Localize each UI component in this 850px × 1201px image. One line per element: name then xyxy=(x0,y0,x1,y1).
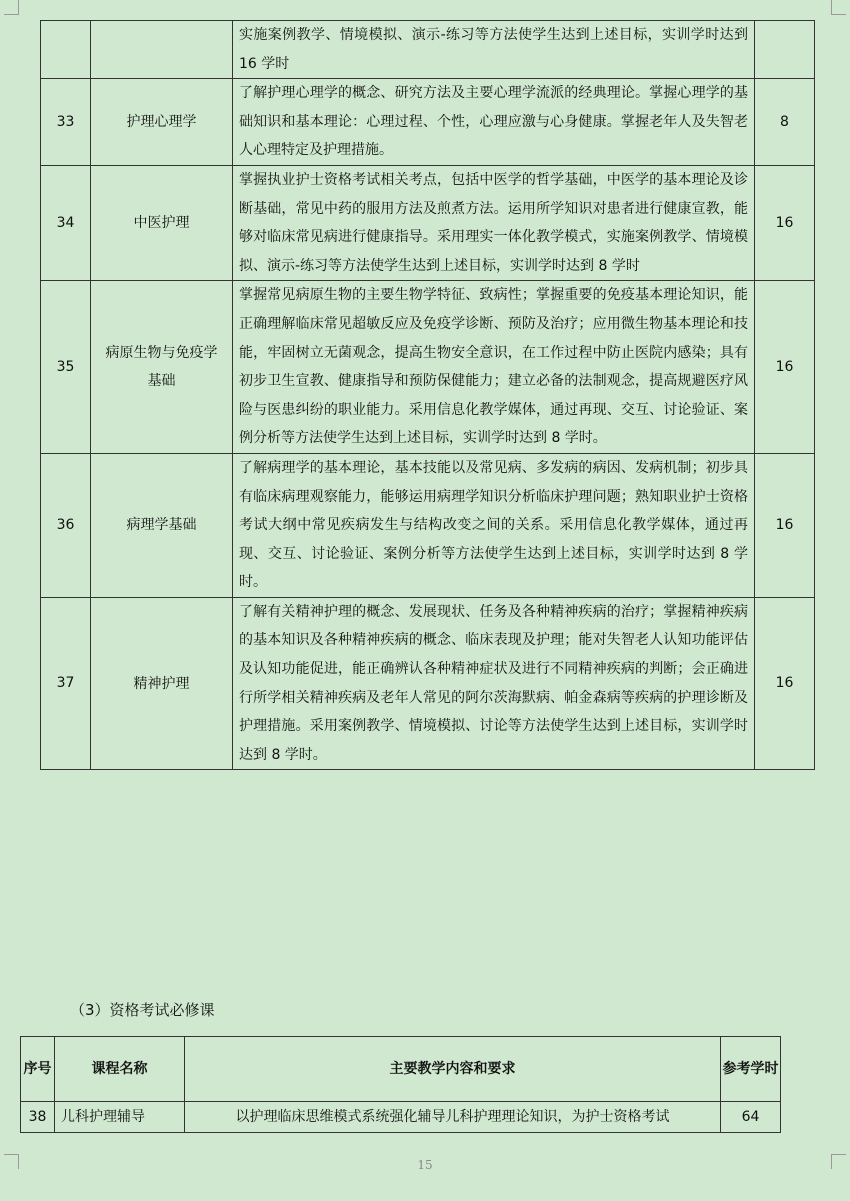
row-number: 37 xyxy=(41,597,91,770)
corner-mark xyxy=(831,0,846,15)
header-num: 序号 xyxy=(21,1037,55,1102)
table-row xyxy=(41,21,815,79)
row-number xyxy=(41,21,91,79)
course-name: 儿科护理辅导 xyxy=(55,1102,185,1133)
course-name: 病理学基础 xyxy=(91,453,233,597)
header-content: 主要教学内容和要求 xyxy=(185,1037,721,1102)
table-row xyxy=(21,1102,781,1133)
row-number: 35 xyxy=(41,281,91,454)
header-hours: 参考学时 xyxy=(721,1037,781,1102)
course-content: 掌握常见病原生物的主要生物学特征、致病性；掌握重要的免疫基本理论知识，能正确理解临床常见超敏反应及免疫学诊断、预防及治疗；应用微生物基本理论和技能，牢固树立无菌观念，提高生物安全意识，在工作过程中防止医院内感染；具有初步卫生宣教、健康指导和预防保健能力；建立必备的法制观念，提高规避医疗风险与医患纠纷的职业能力。采用信息化教学媒体，通过再现、交互、讨论验证、案例分析等方法使学生达到上述目标，实训学时达到 8 学时。 xyxy=(233,281,755,454)
table-row xyxy=(41,165,815,280)
course-name: 中医护理 xyxy=(91,165,233,280)
row-number: 38 xyxy=(21,1102,55,1133)
course-content: 了解病理学的基本理论，基本技能以及常见病、多发病的病因、发病机制；初步具有临床病理观察能力，能够运用病理学知识分析临床护理问题；熟知职业护士资格考试大纲中常见疾病发生与结构改变之间的关系。采用信息化教学媒体，通过再现、交互、讨论验证、案例分析等方法使学生达到上述目标，实训学时达到 8 学时。 xyxy=(233,453,755,597)
course-content: 实施案例教学、情境模拟、演示-练习等方法使学生达到上述目标，实训学时达到 16 学时 xyxy=(233,21,755,79)
course-hours: 64 xyxy=(721,1102,781,1133)
course-hours: 16 xyxy=(755,597,815,770)
header-name: 课程名称 xyxy=(55,1037,185,1102)
course-hours xyxy=(755,21,815,79)
course-name xyxy=(91,21,233,79)
course-content: 以护理临床思维模式系统强化辅导儿科护理理论知识，为护士资格考试 xyxy=(185,1102,721,1133)
page-number: 15 xyxy=(417,1158,433,1172)
course-hours: 16 xyxy=(755,281,815,454)
course-name: 护理心理学 xyxy=(91,79,233,166)
table-header-row xyxy=(21,1037,781,1102)
section-title: （3）资格考试必修课 xyxy=(70,1001,215,1019)
row-number: 36 xyxy=(41,453,91,597)
course-content: 了解有关精神护理的概念、发展现状、任务及各种精神疾病的治疗；掌握精神疾病的基本知识及各种精神疾病的概念、临床表现及护理；能对失智老人认知功能评估及认知功能促进，能正确辨认各种精神症状及进行不同精神疾病的判断；会正确进行所学相关精神疾病及老年人常见的阿尔茨海默病、帕金森病等疾病的护理诊断及护理措施。采用案例教学、情境模拟、讨论等方法使学生达到上述目标，实训学时达到 8 学时。 xyxy=(233,597,755,770)
table-row xyxy=(41,79,815,166)
exam-course-table xyxy=(20,1036,781,1133)
course-name: 精神护理 xyxy=(91,597,233,770)
row-number: 34 xyxy=(41,165,91,280)
course-name: 病原生物与免疫学基础 xyxy=(91,281,233,454)
table-row xyxy=(41,597,815,770)
course-table xyxy=(40,20,815,770)
course-hours: 8 xyxy=(755,79,815,166)
row-number: 33 xyxy=(41,79,91,166)
table-row xyxy=(41,281,815,454)
table-row xyxy=(41,453,815,597)
course-content: 了解护理心理学的概念、研究方法及主要心理学流派的经典理论。掌握心理学的基础知识和基本理论：心理过程、个性，心理应激与心身健康。掌握老年人及失智老人心理特定及护理措施。 xyxy=(233,79,755,166)
corner-mark xyxy=(4,0,19,15)
course-content: 掌握执业护士资格考试相关考点，包括中医学的哲学基础，中医学的基本理论及诊断基础，常见中药的服用方法及煎煮方法。运用所学知识对患者进行健康宣教，能够对临床常见病进行健康指导。采用理实一体化教学模式，实施案例教学、情境模拟、演示-练习等方法使学生达到上述目标，实训学时达到 8 学时 xyxy=(233,165,755,280)
course-hours: 16 xyxy=(755,165,815,280)
course-hours: 16 xyxy=(755,453,815,597)
